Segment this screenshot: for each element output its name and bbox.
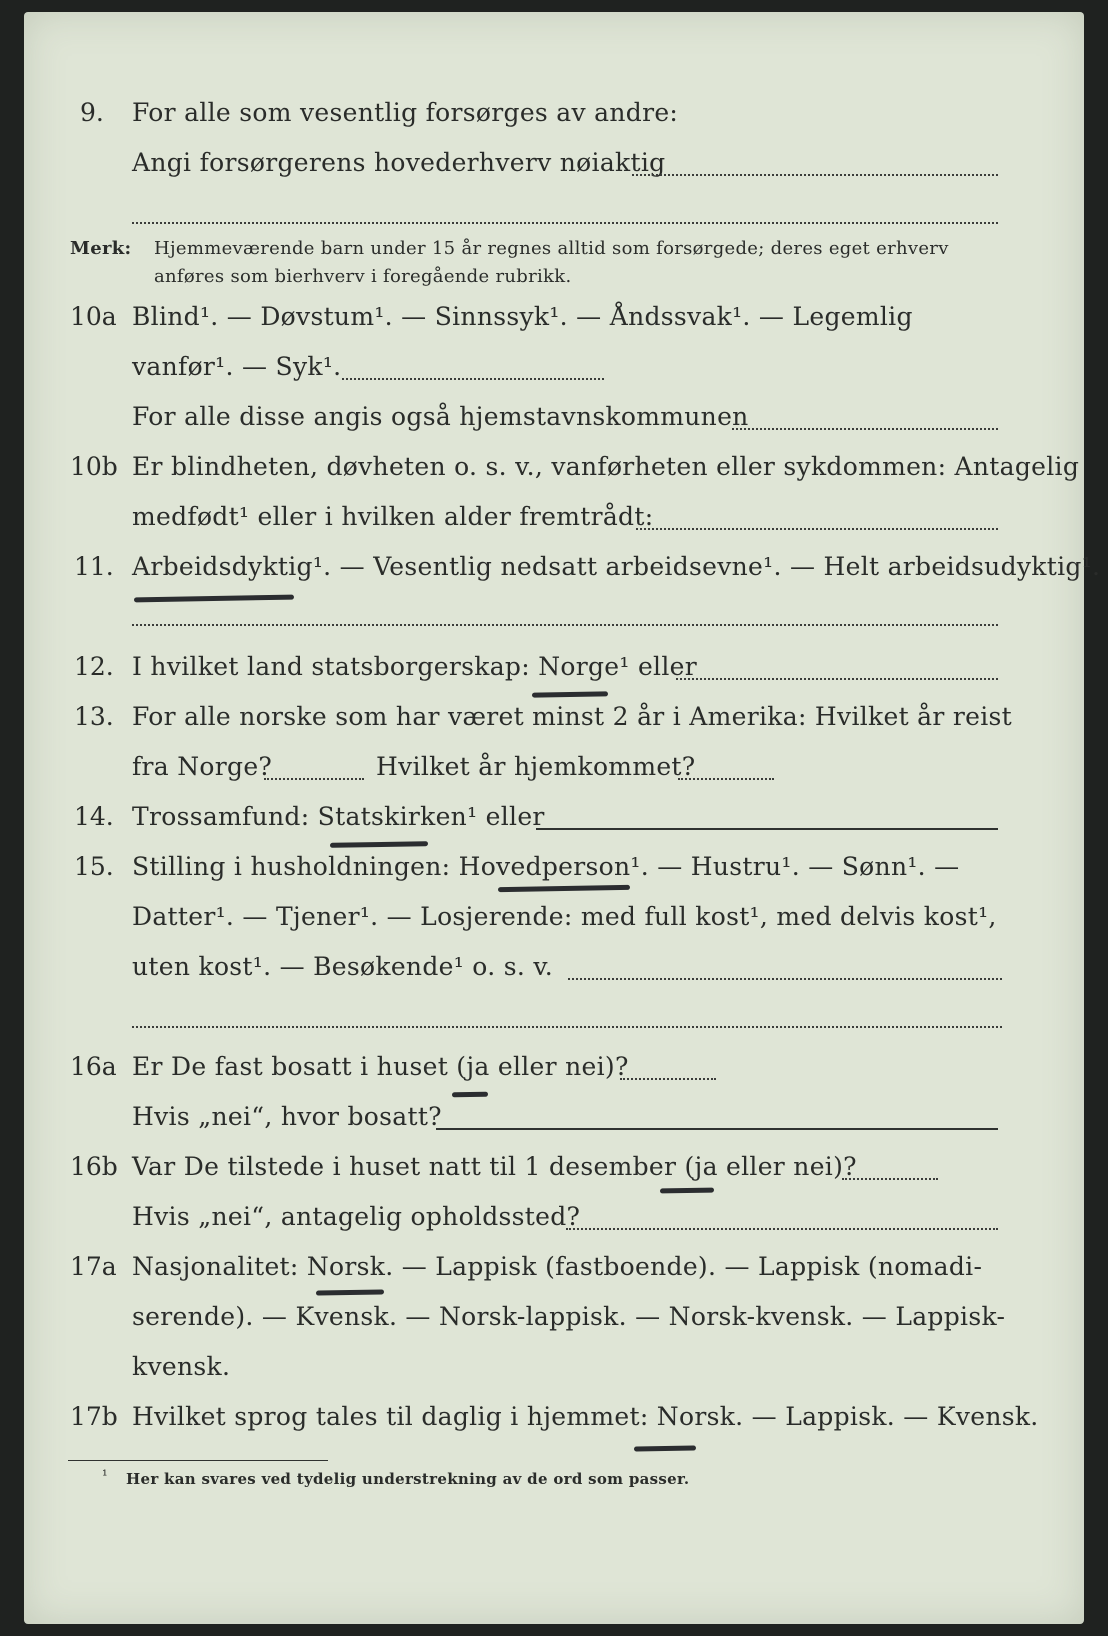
q14-handwritten-underline: [330, 841, 428, 848]
footnote-text: Her kan svares ved tydelig understrekning av de ord som passer.: [126, 1470, 690, 1488]
q9-line2: Angi forsørgerens hovederhverv nøiaktig: [132, 148, 666, 177]
q16a-answer-line[interactable]: [620, 1078, 716, 1080]
q15-answer-line-2[interactable]: [132, 1026, 1002, 1028]
q10a-number: 10a: [70, 302, 117, 331]
q9-answer-line-2[interactable]: [132, 222, 998, 224]
q16a-number: 16a: [70, 1052, 117, 1081]
q15-handwritten-underline: [498, 885, 630, 892]
q16b-opholdssted-line[interactable]: [566, 1228, 998, 1230]
q12-number: 12.: [74, 652, 114, 681]
q12-answer-line[interactable]: [676, 678, 998, 680]
q14-line1: Trossamfund: Statskirken¹ eller: [132, 802, 545, 831]
q16b-number: 16b: [70, 1152, 118, 1181]
census-form-page: [24, 12, 1101, 1624]
merk-line2: anføres som bierhverv i foregående rubrikk.: [154, 266, 572, 287]
q15-number: 15.: [74, 852, 114, 881]
q12-handwritten-underline: [532, 691, 608, 697]
q10a-line1: Blind¹. — Døvstum¹. — Sinnssyk¹. — Åndssvak¹. — Legemlig: [132, 302, 913, 331]
q13-line1: For alle norske som har været minst 2 år i Amerika: Hvilket år reist: [132, 702, 1013, 731]
q11-answer-line[interactable]: [132, 624, 998, 626]
q15-answer-line[interactable]: [568, 978, 1002, 980]
q12-line1: I hvilket land statsborgerskap: Norge¹ eller: [132, 652, 697, 681]
q15-line3: uten kost¹. — Besøkende¹ o. s. v.: [132, 952, 554, 981]
merk-label: Merk:: [70, 238, 132, 259]
q10b-answer-line[interactable]: [636, 528, 998, 530]
q13-line2a: fra Norge?: [132, 752, 273, 781]
q13-line2b: Hvilket år hjemkommet?: [376, 752, 696, 781]
q16a-line2: Hvis „nei“, hvor bosatt?: [132, 1102, 442, 1131]
q10b-line2: medfødt¹ eller i hvilken alder fremtrådt:: [132, 502, 654, 531]
q13-reist-line[interactable]: [264, 778, 364, 780]
q10a-kommune-line[interactable]: [732, 428, 998, 430]
merk-line1: Hjemmeværende barn under 15 år regnes alltid som forsørgede; deres eget erhverv: [154, 238, 949, 259]
q14-number: 14.: [74, 802, 114, 831]
q10b-number: 10b: [70, 452, 118, 481]
q17a-handwritten-underline: [316, 1289, 384, 1295]
q16a-handwritten-underline: [452, 1092, 488, 1098]
q11-line1: Arbeidsdyktig¹. — Vesentlig nedsatt arbeidsevne¹. — Helt arbeidsudyktig¹.: [132, 552, 1101, 581]
q11-number: 11.: [74, 552, 114, 581]
q10a-line2: vanfør¹. — Syk¹.: [132, 352, 342, 381]
q16b-line1: Var De tilstede i huset natt til 1 desember (ja eller nei)?: [132, 1152, 857, 1181]
q10a-line3: For alle disse angis også hjemstavnskommunen: [132, 402, 749, 431]
q10b-line1: Er blindheten, døvheten o. s. v., vanførheten eller sykdommen: Antagelig: [132, 452, 1080, 481]
q17b-line1: Hvilket sprog tales til daglig i hjemmet: Norsk. — Lappisk. — Kvensk.: [132, 1402, 1039, 1431]
q16b-answer-line[interactable]: [842, 1178, 938, 1180]
q17a-line3: kvensk.: [132, 1352, 231, 1381]
q16b-line2: Hvis „nei“, antagelig opholdssted?: [132, 1202, 581, 1231]
q16b-handwritten-underline: [660, 1188, 714, 1194]
q17b-number: 17b: [70, 1402, 118, 1431]
q9-line1: For alle som vesentlig forsørges av andre:: [132, 98, 679, 127]
q13-number: 13.: [74, 702, 114, 731]
q9-number: 9.: [80, 98, 104, 127]
footnote-rule: [68, 1460, 328, 1461]
q10a-answer-line[interactable]: [342, 378, 604, 380]
q17a-line1: Nasjonalitet: Norsk. — Lappisk (fastboende). — Lappisk (nomadi-: [132, 1252, 983, 1281]
q15-line1: Stilling i husholdningen: Hovedperson¹. — Hustru¹. — Sønn¹. —: [132, 852, 960, 881]
q14-answer-line[interactable]: [536, 828, 998, 830]
q17b-handwritten-underline: [634, 1445, 696, 1451]
footnote-mark: ¹: [102, 1468, 108, 1484]
q11-handwritten-underline: [134, 595, 294, 603]
q16a-line1: Er De fast bosatt i huset (ja eller nei)?: [132, 1052, 629, 1081]
q17a-number: 17a: [70, 1252, 117, 1281]
q16a-bosatt-line[interactable]: [436, 1128, 998, 1130]
q17a-line2: serende). — Kvensk. — Norsk-lappisk. — Norsk-kvensk. — Lappisk-: [132, 1302, 1006, 1331]
q9-answer-line[interactable]: [632, 174, 998, 176]
q13-hjemkommet-line[interactable]: [678, 778, 774, 780]
q15-line2: Datter¹. — Tjener¹. — Losjerende: med full kost¹, med delvis kost¹,: [132, 902, 997, 931]
